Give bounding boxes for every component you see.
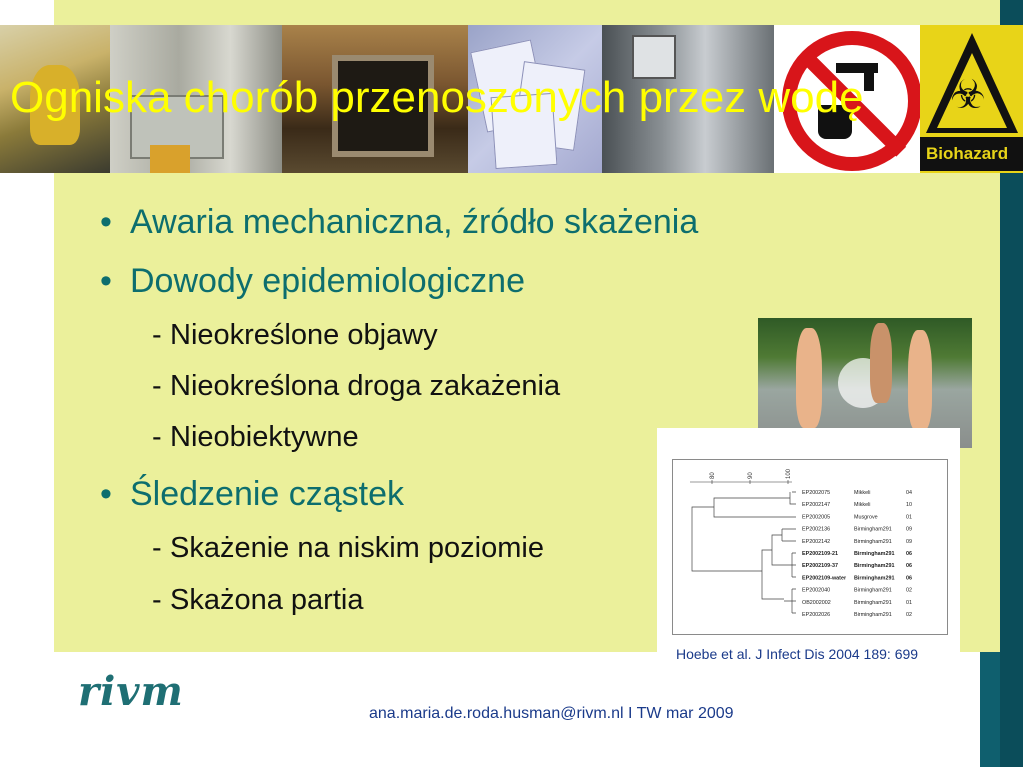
scale-tick: 80 [710,472,716,479]
dendrogram-isolate-id: EP2002026 [802,612,831,618]
dendrogram-branch [782,553,796,577]
dendrogram-place: Birmingham291 [854,538,892,545]
dendrogram-code: 04 [906,490,912,496]
dendrogram-place: Birmingham291 [854,526,892,533]
dendrogram-code: 09 [906,526,912,533]
dendrogram-isolate-id: EP2002147 [802,502,831,509]
dendrogram-code: 10 [906,502,912,509]
dendrogram-code: 02 [906,587,912,594]
scale-tick: 100 [786,468,792,479]
dendrogram-code: 01 [906,514,912,521]
dendrogram-isolate-id: EP2002109-water [802,575,847,582]
dendrogram-isolate-id: EP2002005 [802,514,831,521]
biohazard-label: Biohazard [920,137,1023,171]
dendrogram-figure [672,459,948,635]
dendrogram-branch [692,507,762,571]
dendrogram-place: Birmingham291 [854,563,895,570]
dendrogram-branch [782,529,796,541]
dendrogram-branch [714,498,796,517]
sub-bullet-item: - Nieokreślone objawy [152,319,438,351]
dendrogram-code: 06 [906,551,912,557]
rivm-logo: rivm [78,668,184,715]
dendrogram-isolate-id: EP2002136 [802,526,831,533]
dendrogram-isolate-id: EP2002109-21 [802,551,838,557]
dendrogram-place: Mikkeli [854,490,871,496]
dendrogram-branch [790,492,796,504]
dendrogram-branch [772,535,782,565]
footer-contact: ana.maria.de.roda.husman@rivm.nl I TW mar 2009 [369,705,734,722]
dendrogram-code: 02 [906,612,912,618]
dendrogram-code: 06 [906,575,912,582]
dendrogram-code: 09 [906,538,912,545]
dendrogram-place: Birmingham291 [854,599,892,606]
scale-tick: 90 [748,472,754,479]
dendrogram-branch [784,589,796,613]
citation: Hoebe et al. J Infect Dis 2004 189: 699 [676,646,919,662]
sub-bullet-item: - Skażenie na niskim poziomie [152,532,544,564]
bullet-item: • Śledzenie cząstek [100,475,405,513]
dendrogram-place: Musgrove [854,514,878,521]
biohazard-icon: ☣ Biohazard [920,25,1023,173]
dendrogram-isolate-id: OB2002002 [802,599,831,606]
bullet-item: • Dowody epidemiologiczne [100,262,526,300]
dendrogram-code: 06 [906,563,912,570]
dendrogram-isolate-id: EP2002109-37 [802,563,838,570]
dendrogram-place: Birmingham291 [854,575,895,582]
dendrogram-isolate-id: EP2002075 [802,490,831,496]
dendrogram-place: Mikkeli [854,502,871,509]
sub-bullet-item: - Skażona partia [152,584,364,616]
sub-bullet-item: - Nieobiektywne [152,421,359,453]
slide-title: Ogniska chorób przenoszonych przez wodę [10,73,864,122]
dendrogram-isolate-id: EP2002142 [802,538,831,545]
dendrogram-branch [762,550,784,599]
dendrogram-isolate-id: EP2002040 [802,587,831,594]
dendrogram-code: 01 [906,599,912,606]
bullet-item: • Awaria mechaniczna, źródło skażenia [100,203,699,241]
dendrogram-place: Birmingham291 [854,551,895,557]
dendrogram-place: Birmingham291 [854,587,892,594]
sub-bullet-item: - Nieokreślona droga zakażenia [152,370,561,402]
dendrogram-place: Birmingham291 [854,612,892,618]
